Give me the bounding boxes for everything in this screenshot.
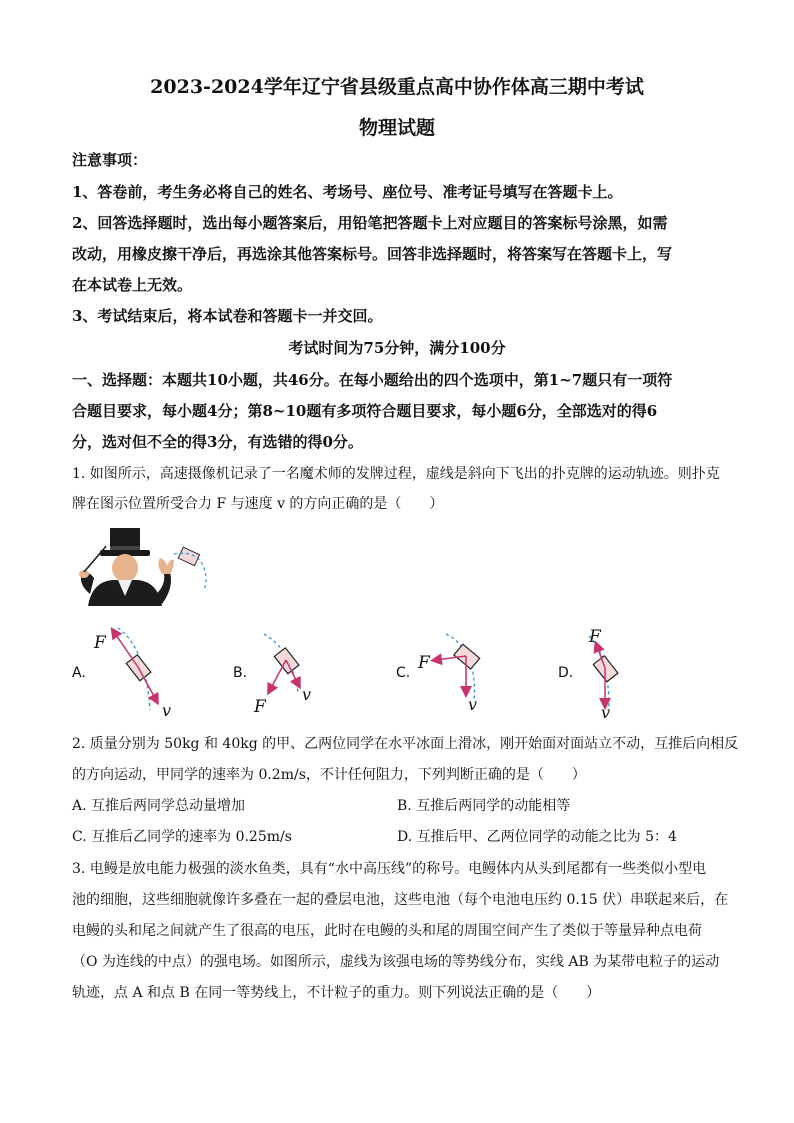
q1-option-a-diagram [88,624,183,719]
q2-option-d[interactable]: D. 互推后甲、乙两位同学的动能之比为 5：4 [397,829,677,845]
notice-heading: 注意事项： [72,151,148,169]
q1-b-force-label: F [254,697,266,717]
exam-time-info: 考试时间为75分钟，满分100分 [288,339,506,357]
q3-line-2: 池的细胞，这些细胞就像许多叠在一起的叠层电池，这些电池（每个电池电压约 0.15 伏）串联起来后，在 [72,892,729,908]
q1-option-c-label[interactable]: C. [396,665,411,681]
q3-line-1: 3. 电鳗是放电能力极强的淡水鱼类，具有“水中高压线”的称号。电鳗体内从头到尾都有一些类似小型电 [72,861,707,877]
q1-b-velocity-label: v [302,685,312,704]
q1-option-d-diagram [575,626,645,720]
q1-line-2: 牌在图示位置所受合力 F 与速度 v 的方向正确的是（ ） [72,496,444,512]
q3-line-4: （O 为连线的中点）的强电场。如图所示，虚线为该强电场的等势线分布，实线 AB 为某带电粒子的运动 [72,954,720,970]
q2-option-a[interactable]: A. 互推后两同学总动量增加 [72,798,246,814]
q3-line-5: 轨迹，点 A 和点 B 在同一等势线上，不计粒子的重力。则下列说法正确的是（ ） [72,985,601,1001]
section-1-line-3: 分，选对但不全的得3分，有选错的得0分。 [72,433,363,451]
section-1-line-2: 合题目要求，每小题4分；第8~10题有多项符合题目要求，每小题6分，全部选对的得6 [72,402,658,420]
section-1-line-1: 一、选择题：本题共10小题，共46分。在每小题给出的四个选项中，第1~7题只有一项符 [72,371,673,389]
notice-item-2-line-2: 改动，用橡皮擦干净后，再选涂其他答案标号。回答非选择题时，将答案写在答题卡上，写 [72,245,673,263]
notice-item-2-line-1: 2、回答选择题时，选出每小题答案后，用铅笔把答题卡上对应题目的答案标号涂黑，如需 [72,214,668,232]
q1-d-force-label: F [589,627,601,647]
q1-option-d-label[interactable]: D. [558,665,574,681]
q2-line-1: 2. 质量分别为 50kg 和 40kg 的甲、乙两位同学在水平冰面上滑冰，刚开始面对面站立不动，互推后向相反 [72,736,739,752]
q1-c-velocity-label: v [468,695,478,714]
q2-option-b[interactable]: B. 互推后两同学的动能相等 [397,798,571,814]
exam-title: 2023-2024学年辽宁省县级重点高中协作体高三期中考试 [150,76,644,98]
q2-option-c[interactable]: C. 互推后乙同学的速率为 0.25m/s [72,829,292,845]
q1-a-velocity-label: v [162,701,172,719]
q1-d-velocity-label: v [601,703,611,720]
q3-line-3: 电鳗的头和尾之间就产生了很高的电压，此时在电鳗的头和尾的周围空间产生了类似于等量异种点电荷 [72,923,702,939]
q1-option-b-diagram [248,630,328,718]
q1-a-force-label: F [94,633,106,653]
q2-line-2: 的方向运动，甲同学的速率为 0.2m/s，不计任何阻力，下列判断正确的是（ ） [72,767,586,783]
notice-item-3: 3、考试结束后，将本试卷和答题卡一并交回。 [72,307,383,325]
notice-item-1: 1、答卷前，考生务必将自己的姓名、考场号、座位号、准考证号填写在答题卡上。 [72,183,623,201]
q1-option-c-diagram [412,632,492,718]
q1-line-1: 1. 如图所示，高速摄像机记录了一名魔术师的发牌过程，虚线是斜向下飞出的扑克牌的运动轨迹。则扑克 [72,466,720,482]
q1-c-force-label: F [418,653,430,673]
magician-illustration [70,524,220,606]
q1-option-b-label[interactable]: B. [233,665,248,681]
q1-option-a-label[interactable]: A. [72,665,86,681]
exam-subtitle: 物理试题 [358,117,435,139]
notice-item-2-line-3: 在本试卷上无效。 [72,276,193,294]
